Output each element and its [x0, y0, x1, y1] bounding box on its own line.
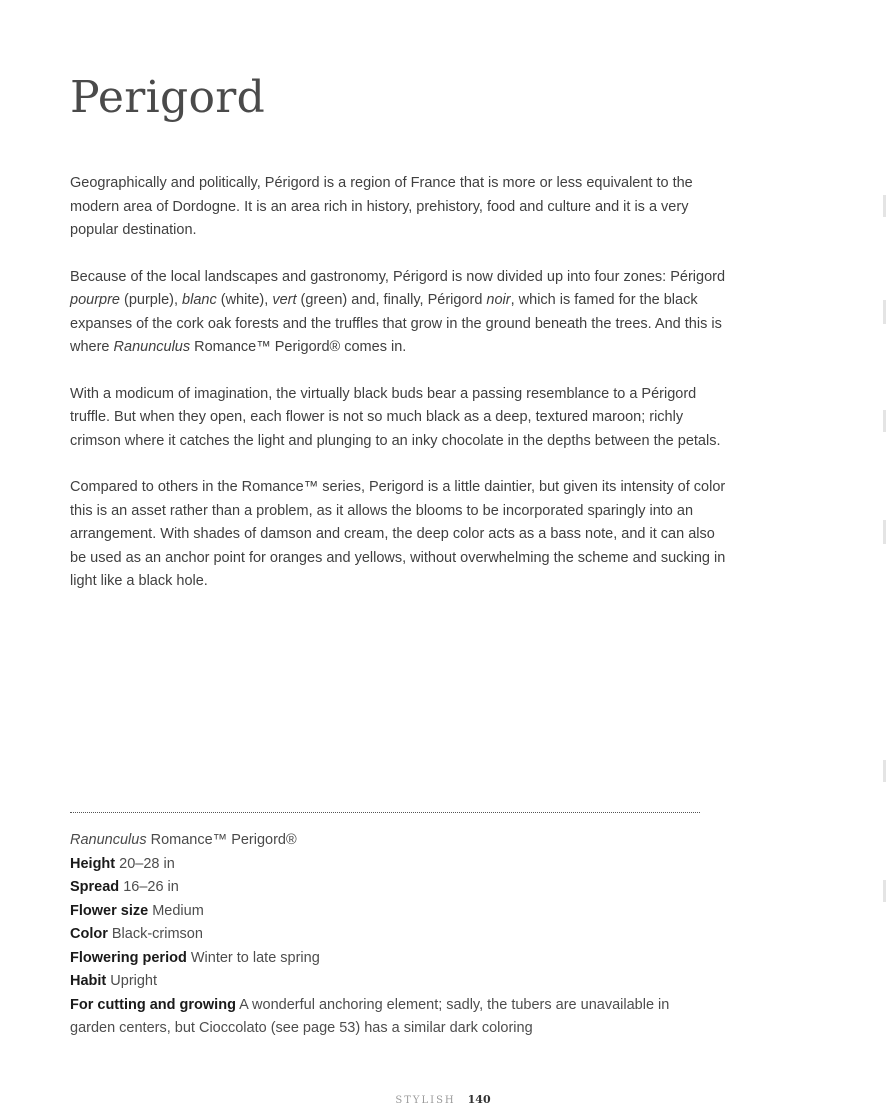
spec-cutting — [70, 994, 710, 1041]
spec-value: Black-crimson — [111, 926, 203, 942]
spec-label: Habit — [70, 973, 107, 989]
text-span: Romance™ Perigord® comes in. — [190, 339, 407, 355]
spec-label: Height — [70, 855, 116, 872]
text-span: (purple), — [119, 292, 183, 308]
plant-specs — [70, 829, 710, 1041]
spec-label: Spread — [70, 879, 120, 895]
dotted-divider — [70, 812, 700, 813]
text-span: , which is famed for the black expanses of the cork oak forests and the truffles that grow in the ground beneath the trees. And this is where — [70, 292, 722, 355]
italic-term: vert — [272, 292, 297, 308]
spec-value: 16–26 in — [123, 879, 179, 895]
italic-term: pourpre — [70, 292, 120, 308]
text-span: (green) and, finally, Périgord — [296, 292, 487, 308]
genus-name: Ranunculus — [70, 832, 147, 848]
spec-spread — [70, 876, 710, 900]
spec-label: Flower size — [70, 902, 149, 919]
paragraph-3: With a modicum of imagination, the virtually black buds bear a passing resemblance to a Périgord truffle. But when they open, each flower is not so much black as a deep, textured maroon; richly crimson where it catches the light and plunging to an inky chocolate in the depths between the petals. — [70, 385, 721, 449]
section-name: STYLISH — [395, 1095, 456, 1106]
italic-term: blanc — [182, 292, 217, 308]
spec-value: A wonderful anchoring element; sadly, the tubers are unavailable in garden centers, but Cioccolato (see page 53) has a similar dark coloring — [70, 996, 670, 1036]
spec-value: Medium — [152, 902, 204, 919]
paragraph-4: Compared to others in the Romance™ series, Perigord is a little daintier, but given its intensity of color this is an asset rather than a problem, as it allows the blooms to be incorporated sparingly into an arrangement. With shades of damson and cream, the deep color acts as a bass note, and it can also be used as an anchor point for oranges and yellows, without overwhelming the scheme and sucking in light like a black hole. — [70, 479, 726, 589]
spec-value: 20–28 in — [119, 855, 175, 872]
italic-term: Ranunculus — [113, 339, 191, 355]
variety-name: Romance™ Perigord® — [146, 832, 297, 848]
spec-value: Winter to late spring — [190, 949, 320, 966]
spec-color — [70, 923, 710, 947]
paragraph-2 — [70, 266, 730, 360]
text-span: Because of the local landscapes and gastronomy, Périgord is now divided up into four zones: Périgord — [70, 268, 726, 285]
spec-label: For cutting and growing — [70, 996, 236, 1013]
italic-term: noir — [486, 292, 511, 308]
spec-label: Flowering period — [70, 949, 187, 966]
page-number: 140 — [467, 1093, 491, 1106]
spec-height — [70, 853, 710, 877]
article-body — [70, 172, 730, 617]
spec-label: Color — [70, 926, 108, 942]
page-footer — [0, 1093, 886, 1106]
spec-flower-size — [70, 900, 710, 924]
paragraph-1: Geographically and politically, Périgord is a region of France that is more or less equivalent to the modern area of Dordogne. It is an area rich in history, prehistory, food and culture and it is a very popular destination. — [70, 175, 693, 238]
page-title: Perigord — [70, 72, 266, 123]
spec-value: Upright — [110, 973, 158, 989]
spec-flowering-period — [70, 947, 710, 971]
spec-name — [70, 829, 710, 853]
spec-habit — [70, 970, 710, 994]
text-span: (white), — [216, 292, 273, 308]
